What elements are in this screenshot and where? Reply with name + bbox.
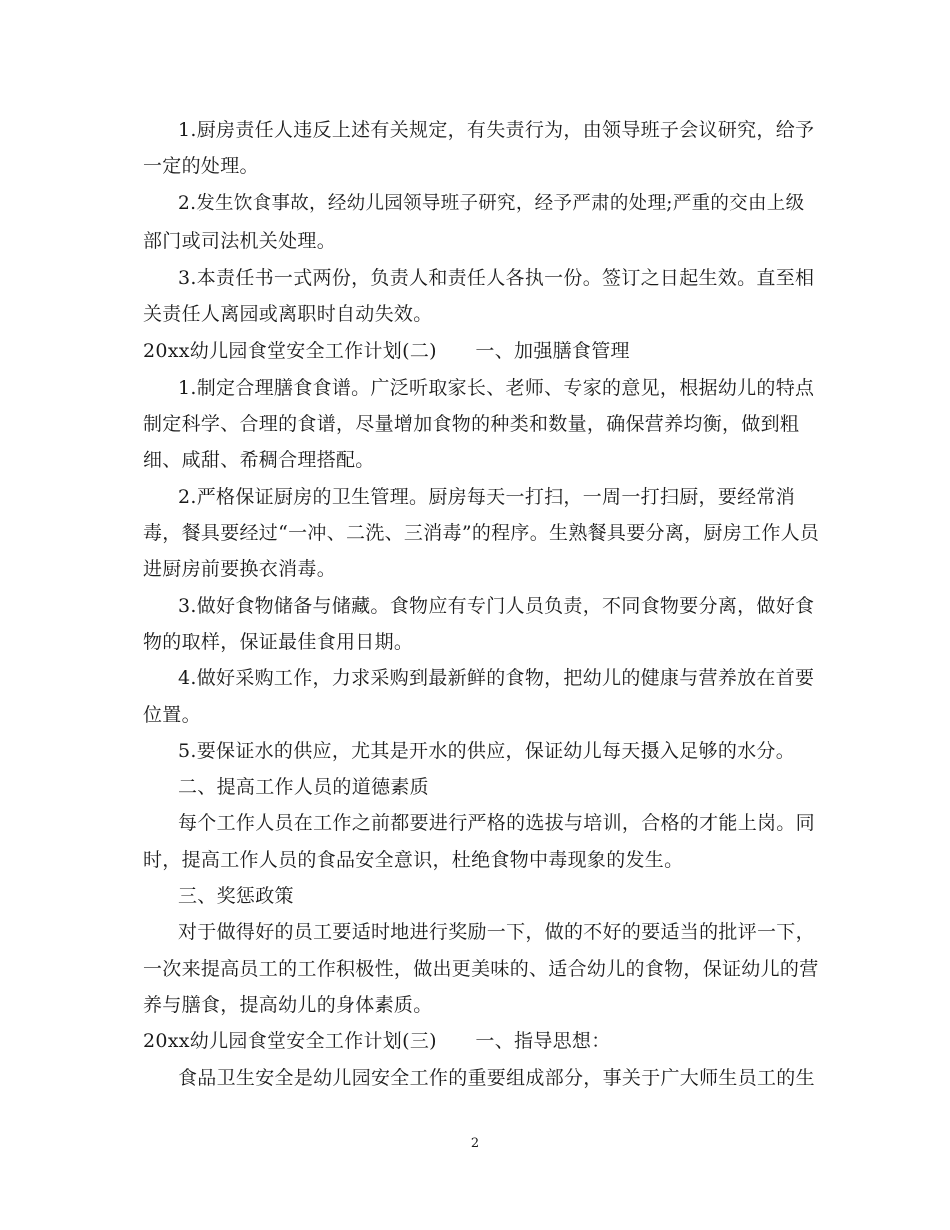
text-line: 对于做得好的员工要适时地进行奖励一下，做的不好的要适当的批评一下，: [178, 921, 815, 943]
text-line: 2.发生饮食事故，经幼儿园领导班子研究，经予严肃的处理;严重的交由上级: [178, 193, 805, 214]
section-heading: 20xx幼儿园食堂安全工作计划(三) 一、指导思想：: [143, 1030, 611, 1052]
text-line: 物的取样，保证最佳食用日期。: [143, 631, 414, 653]
text-line: 一次来提高员工的工作积极性，做出更美味的、适合幼儿的食物，保证幼儿的营: [143, 958, 819, 980]
text-line: 每个工作人员在工作之前都要进行严格的选拔与培训，合格的才能上岗。同: [178, 812, 815, 834]
text-line: 关责任人离园或离职时自动失效。: [143, 303, 433, 325]
text-line: 1.厨房责任人违反上述有关规定，有失责行为，由领导班子会议研究，给予: [178, 119, 815, 141]
text-line: 养与膳食，提高幼儿的身体素质。: [143, 994, 433, 1016]
text-line: 制定科学、合理的食谱，尽量增加食物的种类和数量，确保营养均衡，做到粗: [143, 413, 800, 435]
section-heading: 20xx幼儿园食堂安全工作计划(二) 一、加强膳食管理: [143, 340, 630, 362]
section-heading: 三、奖惩政策: [178, 885, 294, 907]
text-line: 4.做好采购工作，力求采购到最新鲜的食物，把幼儿的健康与营养放在首要: [178, 667, 815, 689]
text-line: 一定的处理。: [143, 155, 259, 177]
text-line: 3.本责任书一式两份，负责人和责任人各执一份。签订之日起生效。直至相: [178, 267, 815, 289]
text-line: 时，提高工作人员的食品安全意识，杜绝食物中毒现象的发生。: [143, 849, 684, 871]
text-line: 2.严格保证厨房的卫生管理。厨房每天一打扫，一周一打扫厨，要经常消: [178, 486, 796, 508]
text-line: 5.要保证水的供应，尤其是开水的供应，保证幼儿每天摄入足够的水分。: [178, 740, 796, 762]
text-line: 3.做好食物储备与储藏。食物应有专门人员负责，不同食物要分离，做好食: [178, 595, 815, 617]
text-line: 位置。: [143, 704, 201, 726]
text-line: 食品卫生安全是幼儿园安全工作的重要组成部分，事关于广大师生员工的生: [178, 1067, 815, 1089]
text-line: 1.制定合理膳食食谱。广泛听取家长、老师、专家的意见，根据幼儿的特点: [178, 377, 815, 399]
text-line: 细、咸甜、希稠合理搭配。: [143, 449, 375, 471]
text-line: 进厨房前要换衣消毒。: [143, 558, 337, 580]
page-number: 2: [470, 1136, 480, 1151]
section-heading: 二、提高工作人员的道德素质: [178, 776, 429, 798]
text-line: 毒，餐具要经过“一冲、二洗、三消毒”的程序。生熟餐具要分离，厨房工作人员: [143, 522, 820, 544]
text-line: 部门或司法机关处理。: [143, 230, 337, 252]
